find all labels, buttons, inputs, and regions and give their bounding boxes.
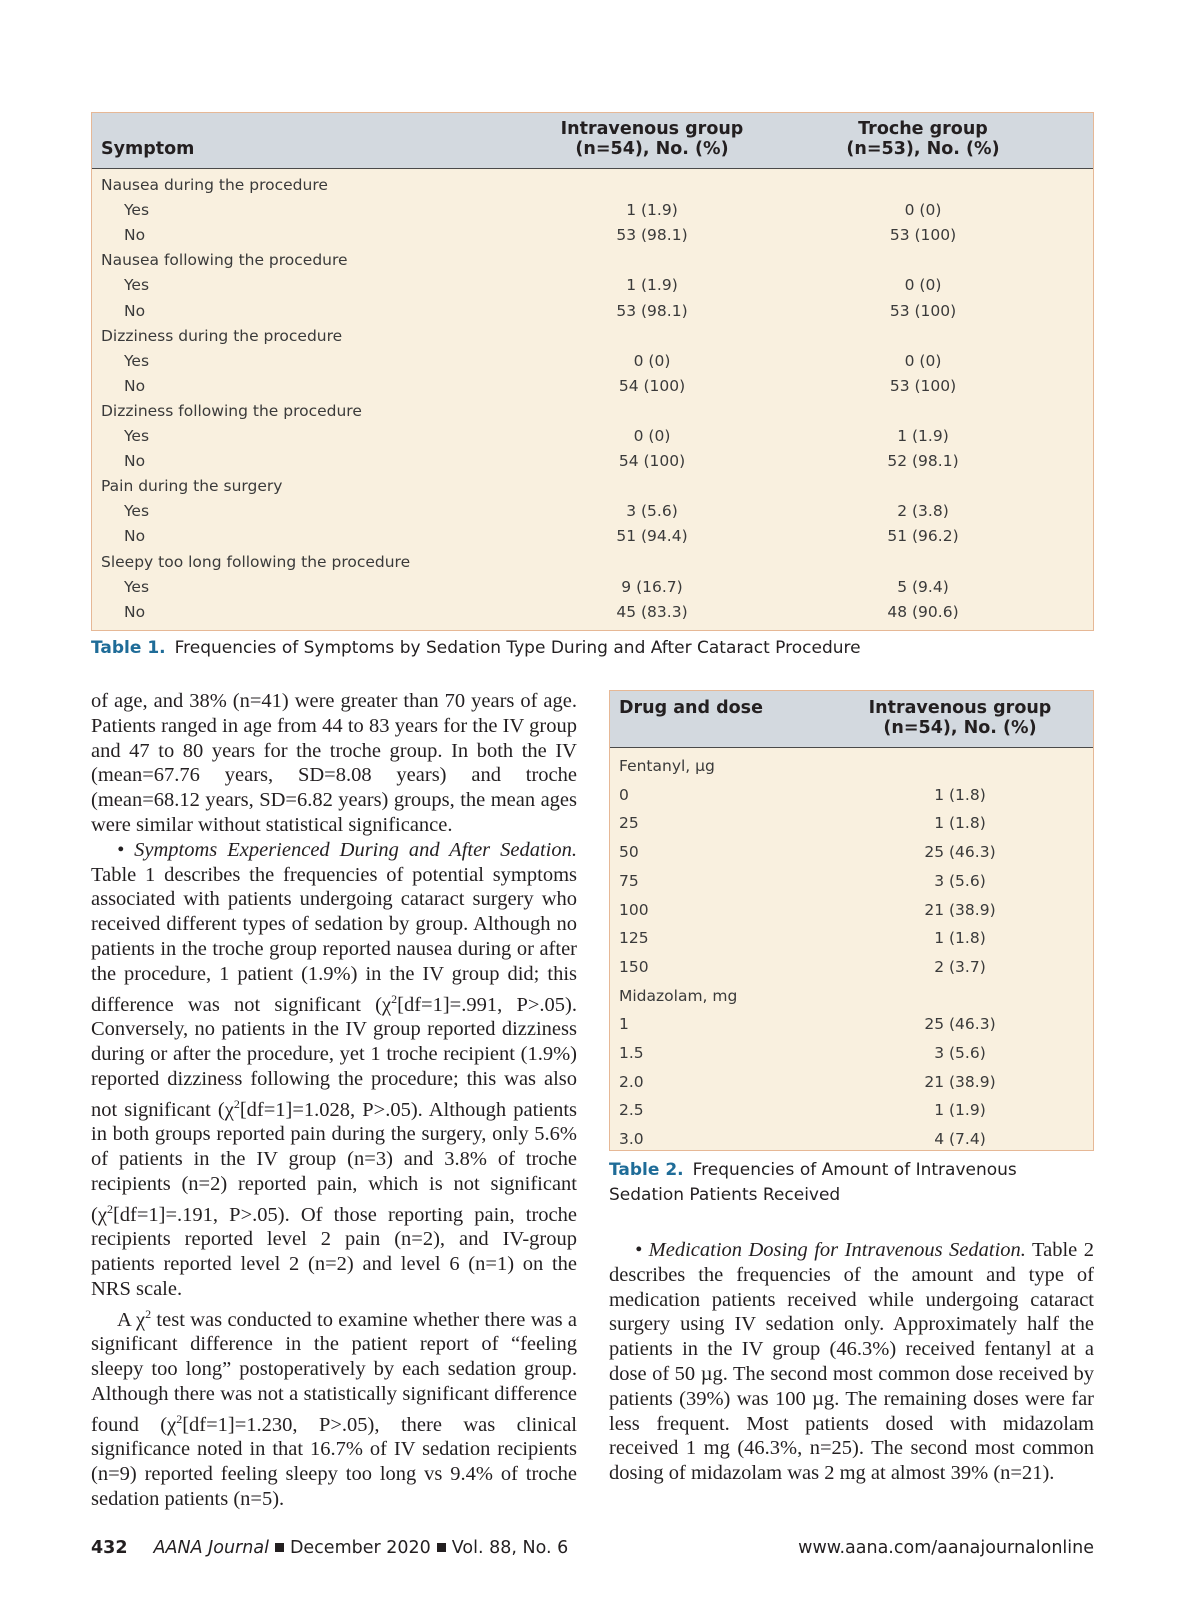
header-troche-group: Troche group (n=53), No. (%) bbox=[846, 119, 1000, 159]
right-column-text bbox=[609, 1238, 1094, 1486]
table-row bbox=[92, 399, 1093, 424]
table-row bbox=[610, 809, 1093, 837]
table-row bbox=[610, 896, 1093, 924]
row-label: 100 bbox=[619, 900, 649, 919]
iv-value: 1 (1.9) bbox=[626, 201, 678, 220]
table-row bbox=[610, 953, 1093, 981]
separator-square bbox=[275, 1543, 284, 1552]
table-row bbox=[92, 424, 1093, 449]
table-row bbox=[92, 524, 1093, 549]
row-label: Nausea during the procedure bbox=[101, 176, 328, 194]
row-label: 150 bbox=[619, 957, 649, 976]
row-label: No bbox=[124, 602, 146, 621]
table-row bbox=[92, 550, 1093, 575]
row-label: 125 bbox=[619, 929, 649, 948]
paragraph: of age, and 38% (n=41) were greater than 70 years of age. Patients ranged in age from 44 to 83 years for the IV group and 47 to 80 years for the troche group. In both the IV (mean=67.76 years, SD=8.08 years) and troche (mean=68.12 years, SD=6.82 years) groups, the mean ages were similar without statistical significance. bbox=[91, 690, 577, 836]
troche-value: 53 (100) bbox=[889, 301, 957, 320]
iv-value: 0 (0) bbox=[633, 427, 671, 445]
table-row bbox=[610, 838, 1093, 866]
table-row bbox=[92, 499, 1093, 524]
iv-value: 9 (16.7) bbox=[621, 577, 683, 596]
table-row bbox=[92, 449, 1093, 474]
iv-value: 25 (46.3) bbox=[924, 1015, 996, 1034]
table-row bbox=[610, 982, 1093, 1010]
iv-value: 3 (5.6) bbox=[934, 871, 986, 890]
table-row bbox=[92, 374, 1093, 399]
table-1-caption bbox=[91, 638, 861, 658]
header-symptom: Symptom bbox=[101, 139, 195, 159]
row-label: 3.0 bbox=[619, 1130, 644, 1149]
issue-date: December 2020 bbox=[289, 1538, 431, 1558]
iv-value: 51 (94.4) bbox=[616, 527, 688, 546]
row-label: 2.5 bbox=[619, 1101, 644, 1120]
row-label: No bbox=[124, 452, 146, 471]
iv-value: 53 (98.1) bbox=[616, 226, 688, 245]
iv-value: 1 (1.9) bbox=[934, 1101, 986, 1120]
table-1 bbox=[91, 112, 1094, 631]
table-row bbox=[610, 867, 1093, 895]
row-label: Pain during the surgery bbox=[101, 477, 283, 496]
iv-value: 1 (1.8) bbox=[934, 785, 986, 804]
table-row bbox=[610, 924, 1093, 952]
journal-url: www.aana.com/aanajournalonline bbox=[798, 1538, 1094, 1558]
table-row bbox=[92, 223, 1093, 248]
table-row bbox=[92, 575, 1093, 600]
troche-value: 1 (1.9) bbox=[897, 427, 949, 445]
row-label: No bbox=[124, 527, 146, 546]
table-row bbox=[92, 198, 1093, 223]
troche-value: 51 (96.2) bbox=[887, 527, 959, 546]
row-label: 25 bbox=[619, 814, 639, 833]
table-row bbox=[92, 248, 1093, 273]
row-label: 2.0 bbox=[619, 1072, 644, 1091]
iv-value: 1 (1.9) bbox=[626, 276, 678, 295]
iv-value: 21 (38.9) bbox=[924, 900, 996, 919]
row-label: 50 bbox=[619, 843, 639, 862]
row-label: Dizziness during the procedure bbox=[101, 326, 343, 345]
row-label: Dizziness following the procedure bbox=[101, 401, 362, 420]
row-label: Yes bbox=[124, 201, 150, 220]
header-iv-group: Intravenous group (n=54), No. (%) bbox=[560, 119, 744, 159]
table-row bbox=[610, 781, 1093, 809]
row-label: Yes bbox=[124, 427, 150, 445]
row-label: 0 bbox=[619, 785, 629, 804]
row-label: Sleepy too long following the procedure bbox=[101, 552, 411, 571]
page-number: 432 bbox=[91, 1538, 128, 1558]
table-2-caption bbox=[609, 1158, 1089, 1208]
row-label: Yes bbox=[124, 502, 150, 521]
caption-number: Table 2. bbox=[609, 1160, 684, 1180]
iv-value: 1 (1.8) bbox=[934, 929, 986, 948]
section-heading: • Symptoms Experienced During and After Sedation. bbox=[117, 838, 577, 861]
row-label: Nausea following the procedure bbox=[101, 251, 348, 270]
caption-number: Table 1. bbox=[91, 638, 166, 658]
troche-value: 0 (0) bbox=[904, 276, 942, 295]
journal-name: AANA Journal bbox=[153, 1538, 269, 1558]
row-label: 75 bbox=[619, 871, 639, 890]
table-row bbox=[610, 1096, 1093, 1124]
paragraph-symptoms: • Symptoms Experienced During and After Sedation. Table 1 describes the frequencies of potential symptoms associated with patients undergoing cataract surgery who received different types of sedation by group. Although no patients in the troche group reported nausea during or after the procedure, 1 patient (1.9%) in the IV group did; this difference was not significant ($\chi^2[df=1]=.991$, P>.05). Conversely, no patients in the IV group reported dizziness during or after the procedure, yet 1 troche recipient (1.9%) reported dizziness following the procedure; this was also not significant ($\chi^2[df=1]=1.028$, P>.05). Although patients in both groups reported pain during the surgery, only 5.6% of patients in the IV group (n=3) and 3.8% of troche recipients (n=2) reported pain, which is not significant ($\chi^2[df=1]=.191$, P>.05). Of those reporting pain, troche recipients reported level 2 pain (n=2), and IV-group patients reported level 2 (n=2) and level 6 (n=1) on the NRS scale. bbox=[91, 838, 578, 1300]
troche-value: 53 (100) bbox=[889, 376, 957, 395]
table-1-header bbox=[92, 113, 1093, 169]
table-row bbox=[92, 173, 1093, 198]
caption-text: Frequencies of Amount of Intravenous Sedation Patients Received bbox=[609, 1160, 1017, 1205]
table-row bbox=[92, 324, 1093, 349]
table-row bbox=[610, 1125, 1093, 1153]
row-label: Fentanyl, µg bbox=[619, 757, 715, 775]
troche-value: 2 (3.8) bbox=[897, 502, 949, 521]
iv-value: 3 (5.6) bbox=[626, 502, 678, 521]
row-label: Midazolam, mg bbox=[619, 986, 738, 1005]
header-drug-and-dose: Drug and dose bbox=[619, 698, 763, 718]
table-row bbox=[92, 600, 1093, 625]
table-row bbox=[610, 1039, 1093, 1067]
row-label: Yes bbox=[124, 351, 150, 370]
table-row bbox=[610, 1010, 1093, 1038]
troche-value: 0 (0) bbox=[904, 351, 942, 370]
row-label: Yes bbox=[124, 276, 150, 295]
caption-text: Frequencies of Symptoms by Sedation Type During and After Cataract Procedure bbox=[174, 638, 861, 658]
troche-value: 52 (98.1) bbox=[887, 452, 959, 471]
left-column-text bbox=[91, 689, 577, 1512]
table-row bbox=[610, 1068, 1093, 1096]
row-label: No bbox=[124, 301, 146, 320]
table-row bbox=[92, 349, 1093, 374]
troche-value: 48 (90.6) bbox=[887, 602, 959, 621]
troche-value: 5 (9.4) bbox=[897, 577, 949, 596]
footer-left bbox=[91, 1538, 568, 1558]
row-label: 1 bbox=[619, 1015, 629, 1034]
iv-value: 1 (1.8) bbox=[934, 814, 986, 833]
table-row bbox=[92, 299, 1093, 324]
iv-value: 4 (7.4) bbox=[934, 1130, 986, 1149]
iv-value: 25 (46.3) bbox=[924, 843, 996, 862]
troche-value: 53 (100) bbox=[889, 226, 957, 245]
row-label: 1.5 bbox=[619, 1044, 644, 1062]
iv-value: 3 (5.6) bbox=[934, 1044, 986, 1062]
iv-value: 54 (100) bbox=[618, 376, 686, 395]
iv-value: 21 (38.9) bbox=[924, 1072, 996, 1091]
troche-value: 0 (0) bbox=[904, 201, 942, 220]
table-2 bbox=[609, 690, 1094, 1151]
table-2-header bbox=[610, 691, 1093, 748]
iv-value: 0 (0) bbox=[633, 351, 671, 370]
row-label: No bbox=[124, 376, 146, 395]
table-row bbox=[92, 273, 1093, 298]
iv-value: 54 (100) bbox=[618, 452, 686, 471]
header-iv-group: Intravenous group (n=54), No. (%) bbox=[868, 698, 1052, 738]
table-row bbox=[92, 474, 1093, 499]
row-label: No bbox=[124, 226, 146, 245]
iv-value: 45 (83.3) bbox=[616, 602, 688, 621]
iv-value: 53 (98.1) bbox=[616, 301, 688, 320]
volume: Vol. 88, No. 6 bbox=[451, 1538, 569, 1558]
section-heading: • Medication Dosing for Intravenous Sedation. bbox=[635, 1239, 1026, 1261]
iv-value: 2 (3.7) bbox=[934, 957, 986, 976]
row-label: Yes bbox=[124, 577, 150, 596]
separator-square bbox=[437, 1543, 446, 1552]
paragraph-medication-dosing: • Medication Dosing for Intravenous Sedation. Table 2 describes the frequencies of the amount and type of medication patients received while undergoing cataract surgery using IV sedation only. Approximately half the patients in the IV group (46.3%) received fentanyl at a dose of 50 µg. The second most common dose received by patients (39%) was 100 µg. The remaining doses were far less frequent. Most patients dosed with midazolam received 1 mg (46.3%, n=25). The second most common dosing of midazolam was 2 mg at almost 39% (n=21). bbox=[609, 1239, 1094, 1485]
paragraph-chi-square: A $\chi^2$ test was conducted to examine whether there was a significant difference in the patient report of “feeling sleepy too long” postoperatively by each sedation group. Although there was not a statistically significant difference found ($\chi^2[df=1]=1.230$, P>.05), there was clinical significance noted in that 16.7% of IV sedation recipients (n=9) reported feeling sleepy too long vs 9.4% of troche sedation patients (n=5). bbox=[91, 1306, 577, 1510]
table-row bbox=[610, 752, 1093, 780]
